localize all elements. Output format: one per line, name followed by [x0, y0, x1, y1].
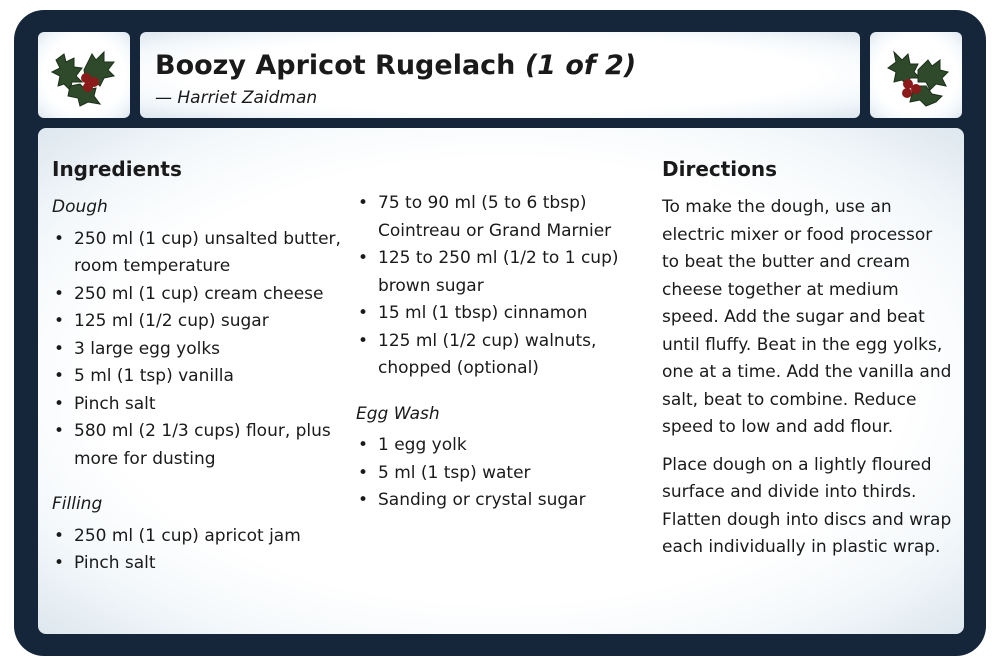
- list-item: • 1 egg yolk: [356, 432, 646, 460]
- recipe-author: — Harriet Zaidman: [155, 88, 318, 108]
- filling-list: [52, 523, 342, 578]
- egg-wash-subheading: Egg Wash: [356, 403, 440, 424]
- holly-ornament-left: [38, 32, 130, 118]
- ingredients-heading: Ingredients: [52, 157, 182, 181]
- list-item: • 580 ml (2 1/3 cups) flour, plus more for dusting: [52, 418, 342, 473]
- list-item: • 250 ml (1 cup) apricot jam: [52, 523, 342, 551]
- list-item: • 15 ml (1 tbsp) cinnamon: [356, 300, 646, 328]
- list-item: • 75 to 90 ml (5 to 6 tbsp) Cointreau or Grand Marnier: [356, 190, 646, 245]
- dough-list: [52, 226, 342, 474]
- holly-icon: [880, 40, 952, 110]
- recipe-title-text: Boozy Apricot Rugelach: [155, 50, 516, 81]
- holly-icon: [48, 40, 120, 110]
- title-banner: [140, 32, 860, 118]
- list-item: • 250 ml (1 cup) cream cheese: [52, 281, 342, 309]
- ingredients-column-2: [356, 190, 646, 533]
- list-item: • 125 ml (1/2 cup) walnuts, chopped (optional): [356, 328, 646, 383]
- direction-paragraph: Place dough on a lightly floured surface and divide into thirds. Flatten dough into discs and wrap each individually in plastic wrap.: [662, 454, 952, 557]
- filling-subheading: Filling: [52, 494, 103, 514]
- direction-paragraph: To make the dough, use an electric mixer or food processor to beat the butter and cream cheese together at medium speed. Add the sugar and beat until fluffy. Beat in the egg yolks, one at a time. Add the vanilla and salt, beat to combine. Reduce speed to low and add flour.: [662, 197, 952, 437]
- filling-list-continued: [356, 190, 646, 383]
- list-item: • 3 large egg yolks: [52, 336, 342, 364]
- list-item: • 250 ml (1 cup) unsalted butter, room temperature: [52, 226, 342, 281]
- list-item: • 5 ml (1 tsp) water: [356, 460, 646, 488]
- recipe-part-indicator: (1 of 2): [524, 50, 637, 81]
- directions-heading: Directions: [662, 157, 778, 181]
- list-item: • 5 ml (1 tsp) vanilla: [52, 363, 342, 391]
- list-item: • Pinch salt: [52, 391, 342, 419]
- recipe-title: [155, 50, 636, 81]
- ingredients-column-1: [52, 152, 342, 596]
- egg-wash-list: [356, 432, 646, 515]
- list-item: • Sanding or crystal sugar: [356, 487, 646, 515]
- holly-ornament-right: [870, 32, 962, 118]
- list-item: • 125 to 250 ml (1/2 to 1 cup) brown sugar: [356, 245, 646, 300]
- list-item: • Pinch salt: [52, 550, 342, 578]
- dough-subheading: Dough: [52, 197, 108, 217]
- recipe-card: [14, 10, 986, 656]
- recipe-body: [38, 128, 964, 634]
- list-item: • 125 ml (1/2 cup) sugar: [52, 308, 342, 336]
- directions-column: [662, 152, 952, 572]
